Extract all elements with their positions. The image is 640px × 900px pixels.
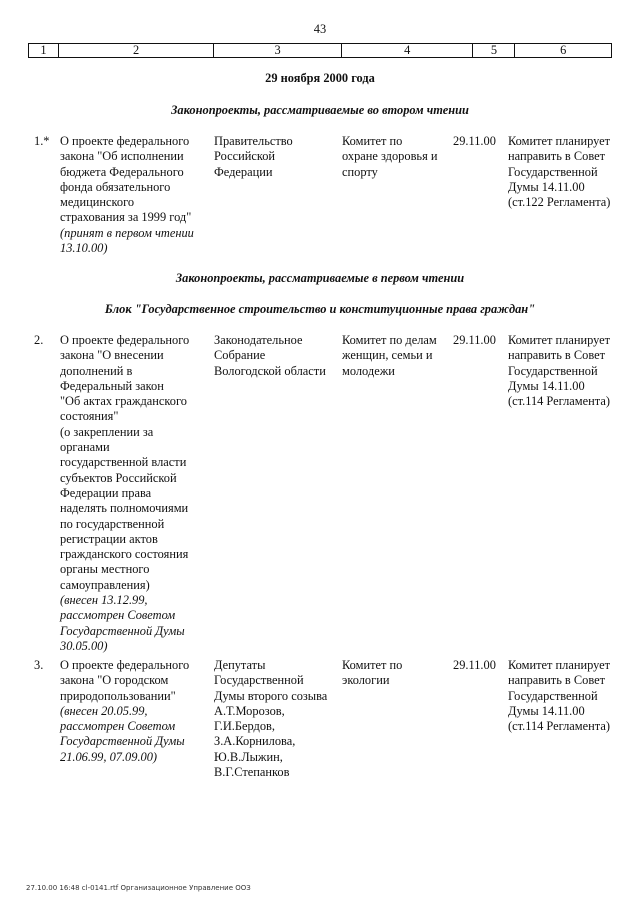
text-line: Депутаты: [214, 658, 266, 672]
bill-status-line: Государственной Думы: [60, 623, 185, 638]
text-line: Комитет планирует: [508, 658, 611, 672]
text-line: состояния": [60, 409, 119, 424]
text-line: направить в Совет: [508, 149, 606, 164]
text-line: наделять полномочиями: [60, 501, 189, 516]
page-number: 43: [313, 22, 327, 36]
bill-note: [508, 333, 626, 409]
consideration-date: 29.11.00: [453, 134, 496, 148]
text-line: Российской: [214, 149, 276, 164]
entry-number: 3.: [34, 658, 44, 672]
text-line: О проекте федерального: [60, 658, 190, 672]
bill-title: [60, 333, 210, 654]
text-line: субъектов Российской: [60, 470, 177, 485]
bill-status-line: 21.06.99, 07.09.00): [60, 749, 158, 764]
text-line: Ю.В.Лыжин,: [214, 749, 283, 764]
section-heading-first-reading: Законопроекты, рассматриваемые в первом чтении: [175, 271, 465, 285]
text-line: З.А.Корнилова,: [214, 734, 296, 749]
text-line: Думы второго созыва: [214, 688, 328, 703]
text-line: В.Г.Степанков: [214, 765, 290, 780]
consideration-date: 29.11.00: [453, 333, 496, 347]
text-line: органами: [60, 440, 110, 455]
text-line: Комитет планирует: [508, 333, 611, 347]
text-line: Федерации: [214, 164, 273, 179]
text-line: молодежи: [342, 363, 395, 378]
text-line: (ст.114 Регламента): [508, 719, 610, 734]
text-line: спорту: [342, 164, 378, 179]
text-line: (о закреплении за: [60, 424, 154, 439]
text-line: регистрации актов: [60, 531, 158, 546]
text-line: Комитет по: [342, 134, 403, 148]
column-number: 1: [29, 44, 59, 57]
responsible-committee: [342, 134, 452, 180]
bill-title: [60, 658, 210, 765]
bill-status-line: (внесен 13.12.99,: [60, 593, 148, 608]
text-line: направить в Совет: [508, 673, 606, 688]
text-line: А.Т.Морозов,: [214, 703, 285, 718]
text-line: Г.И.Бердов,: [214, 719, 276, 734]
text-line: бюджета Федерального: [60, 164, 184, 179]
entry-number: 1.*: [34, 134, 50, 148]
text-line: по государственной: [60, 516, 165, 531]
bill-status-line: Государственной Думы: [60, 734, 185, 749]
text-line: страхования за 1999 год": [60, 210, 192, 225]
bill-author: [214, 134, 342, 180]
text-line: Комитет по: [342, 658, 403, 672]
bill-status-line: (внесен 20.05.99,: [60, 703, 148, 718]
bill-status-line: рассмотрен Советом: [60, 719, 176, 734]
text-line: направить в Совет: [508, 348, 606, 363]
bill-title: [60, 134, 210, 256]
consideration-date: 29.11.00: [453, 658, 496, 672]
entry-number: 2.: [34, 333, 44, 347]
text-line: Государственной: [508, 363, 598, 378]
text-line: Федеральный закон: [60, 378, 164, 393]
text-line: Законодательное: [214, 333, 303, 347]
column-number: 3: [214, 44, 342, 57]
bill-author: [214, 658, 342, 780]
text-line: Государственной: [508, 164, 598, 179]
text-line: фонда обязательного: [60, 179, 171, 194]
bill-status-line: (принят в первом чтении: [60, 225, 194, 240]
bill-status-line: 13.10.00): [60, 241, 108, 256]
text-line: Собрание: [214, 348, 266, 363]
text-line: Думы 14.11.00: [508, 703, 585, 718]
column-number: 2: [59, 44, 214, 57]
text-line: закона "Об исполнении: [60, 149, 184, 164]
text-line: Комитет планирует: [508, 134, 611, 148]
text-line: Вологодской области: [214, 363, 326, 378]
bill-status-line: рассмотрен Советом: [60, 608, 176, 623]
text-line: дополнений в: [60, 363, 133, 378]
document-footer: 27.10.00 16:48 cl-0141.rtf Организационное Управление ООЗ: [26, 884, 251, 892]
text-line: закона "О городском: [60, 673, 169, 688]
text-line: Комитет по делам: [342, 333, 437, 347]
text-line: О проекте федерального: [60, 333, 190, 347]
text-line: экологии: [342, 673, 390, 688]
text-line: (ст.114 Регламента): [508, 394, 610, 409]
section-heading-second-reading: Законопроекты, рассматриваемые во втором чтении: [171, 103, 469, 117]
bill-note: [508, 134, 626, 210]
text-line: природопользовании": [60, 688, 176, 703]
text-line: женщин, семьи и: [342, 348, 433, 363]
text-line: "Об актах гражданского: [60, 394, 187, 409]
column-number-header: [28, 43, 612, 58]
column-number: 5: [473, 44, 515, 57]
text-line: Государственной: [508, 688, 598, 703]
text-line: охране здоровья и: [342, 149, 438, 164]
text-line: гражданского состояния: [60, 547, 189, 562]
text-line: Думы 14.11.00: [508, 179, 585, 194]
responsible-committee: [342, 333, 452, 379]
text-line: Федерации права: [60, 485, 152, 500]
text-line: Думы 14.11.00: [508, 378, 585, 393]
text-line: (ст.122 Регламента): [508, 195, 611, 210]
text-line: органы местного: [60, 562, 150, 577]
text-line: самоуправления): [60, 577, 150, 592]
bill-status-line: 30.05.00): [60, 638, 108, 653]
bill-author: [214, 333, 342, 379]
text-line: О проекте федерального: [60, 134, 190, 148]
column-number: 6: [560, 43, 567, 57]
responsible-committee: [342, 658, 452, 689]
block-heading: Блок "Государственное строительство и конституционные права граждан": [104, 302, 536, 316]
text-line: государственной власти: [60, 455, 187, 470]
date-heading: 29 ноября 2000 года: [265, 71, 375, 85]
column-number: 4: [342, 44, 474, 57]
text-line: Государственной: [214, 673, 304, 688]
text-line: закона "О внесении: [60, 348, 164, 363]
bill-note: [508, 658, 626, 734]
text-line: Правительство: [214, 134, 293, 148]
text-line: медицинского: [60, 195, 135, 210]
